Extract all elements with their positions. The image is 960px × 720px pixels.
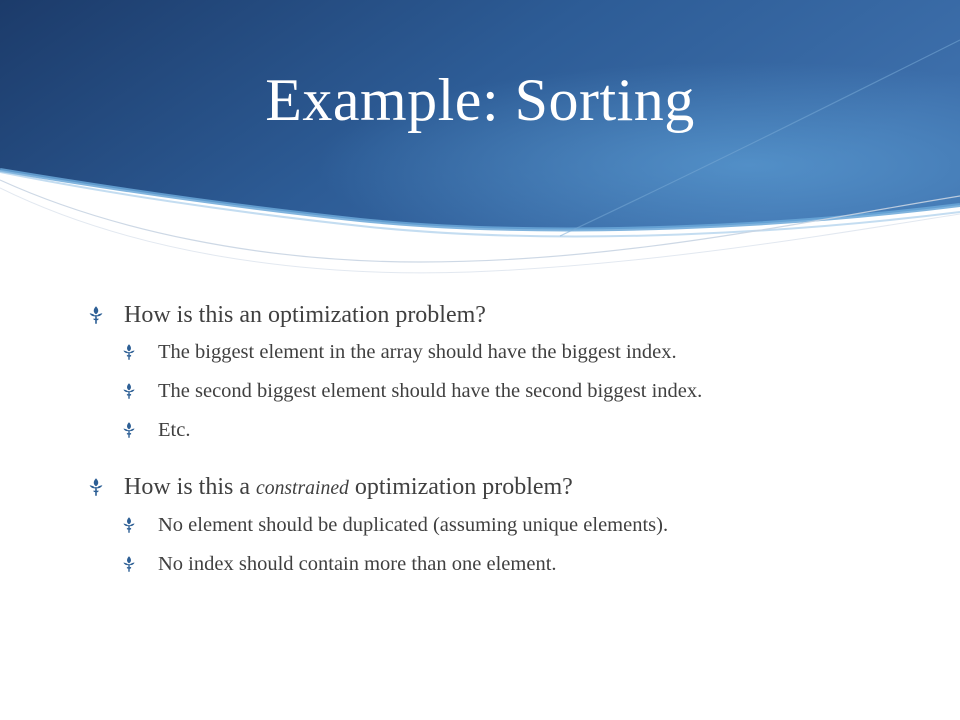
bullet-group-1 (88, 298, 888, 444)
sub-bullet-item (122, 511, 888, 539)
sub-bullet-text: The biggest element in the array should have the biggest index. (158, 341, 677, 363)
bullet-item (88, 470, 888, 505)
slide-title: Example: Sorting (265, 67, 695, 133)
sub-bullet-text: No index should contain more than one element. (158, 553, 557, 575)
fleur-bullet-icon (88, 478, 104, 496)
sub-bullet-text: The second biggest element should have the second biggest index. (158, 380, 703, 402)
bullet-group-2 (88, 470, 888, 578)
bullet-text-before: How is this a (124, 474, 256, 500)
bullet-text-emphasis: constrained (256, 477, 349, 499)
fleur-bullet-icon (122, 383, 136, 399)
header-wave-banner (0, 0, 960, 300)
fleur-bullet-icon (122, 517, 136, 533)
bullet-list (88, 298, 888, 604)
bullet-text: How is this an optimization problem? (124, 302, 486, 328)
sub-bullet-item (122, 338, 888, 366)
fleur-bullet-icon (122, 422, 136, 438)
fleur-bullet-icon (122, 556, 136, 572)
sub-bullet-text: Etc. (158, 419, 191, 441)
fleur-bullet-icon (88, 306, 104, 324)
fleur-bullet-icon (122, 344, 136, 360)
bullet-text-after: optimization problem? (348, 474, 573, 500)
sub-bullet-text: No element should be duplicated (assuming unique elements). (158, 514, 669, 536)
sub-bullet-item (122, 416, 888, 444)
sub-bullet-item (122, 550, 888, 578)
bullet-item (88, 298, 888, 332)
sub-bullet-item (122, 377, 888, 405)
